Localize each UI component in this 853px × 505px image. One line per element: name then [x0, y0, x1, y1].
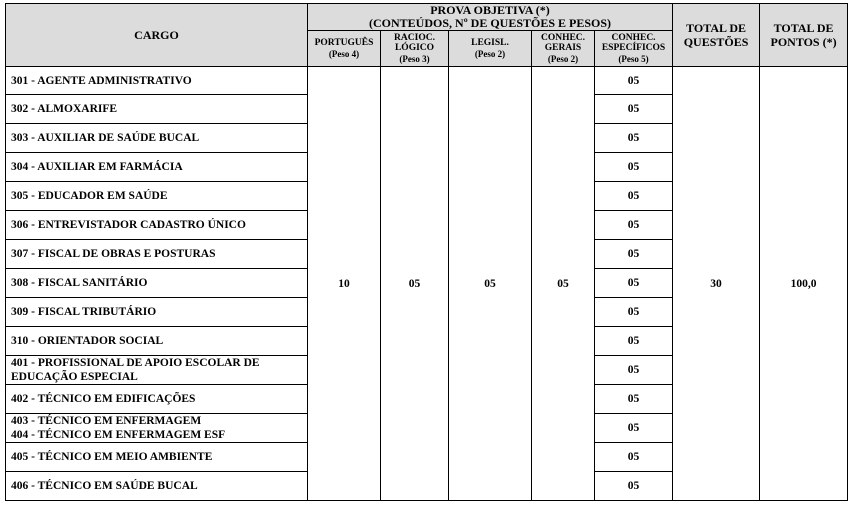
total-pontos-value: 100,0: [760, 67, 848, 501]
subject-label: CONHEC.: [611, 32, 656, 43]
cargo-cell: [6, 472, 308, 501]
cargo-cell: [6, 298, 308, 327]
cargo-name: 306 - ENTREVISTADOR CADASTRO ÚNICO: [11, 219, 246, 231]
portugues-value: 10: [308, 67, 381, 501]
cargo-name: 301 - AGENTE ADMINISTRATIVO: [11, 74, 192, 87]
header-total-questoes: [673, 4, 760, 67]
conhec-especificos-value: 05: [595, 211, 673, 240]
conhec-especificos-value: 05: [595, 443, 673, 472]
conhec-especificos-value: 05: [595, 124, 673, 153]
total-questoes-value: 30: [673, 67, 760, 501]
conhec-especificos-value: 05: [595, 269, 673, 298]
cargo-cell: [6, 385, 308, 414]
cargo-cell: [6, 269, 308, 298]
cargo-cell: [6, 211, 308, 240]
conhec-especificos-value: 05: [595, 472, 673, 501]
cargo-name: 308 - FISCAL SANITÁRIO: [11, 277, 148, 289]
subject-peso: (Peso 2): [547, 53, 579, 64]
cargo-name: 303 - AUXILIAR DE SAÚDE BUCAL: [11, 132, 200, 144]
conhec-especificos-value: 05: [595, 153, 673, 182]
subject-peso: (Peso 2): [474, 48, 506, 59]
cargo-name: 310 - ORIENTADOR SOCIAL: [11, 335, 164, 347]
header-total-pontos-line2: PONTOS (*): [770, 35, 837, 49]
cargo-name: 403 - TÉCNICO EM ENFERMAGEM: [11, 415, 202, 427]
header-prova-line2: (CONTEÚDOS, Nº DE QUESTÕES E PESOS): [369, 16, 612, 30]
subject-label: CONHEC.: [540, 32, 586, 43]
conhec-especificos-value: 05: [595, 414, 673, 443]
cargo-name: 406 - TÉCNICO EM SAÚDE BUCAL: [11, 480, 198, 492]
cargo-cell: [6, 327, 308, 356]
cargo-cell: [6, 240, 308, 269]
header-total-questoes-line2: QUESTÕES: [683, 35, 749, 49]
cargo-cell: [6, 95, 308, 124]
cargo-cell: [6, 67, 308, 95]
header-row-top: [6, 4, 848, 31]
conhec-especificos-value: 05: [595, 95, 673, 124]
conhec-gerais-value: 05: [532, 67, 595, 501]
header-prova-objetiva: [308, 4, 673, 31]
header-subject-conhec-gerais: [532, 31, 595, 67]
subject-label: PORTUGUÊS: [314, 38, 374, 48]
cargo-name: 401 - PROFISSIONAL DE APOIO ESCOLAR DE: [11, 357, 260, 369]
cargo-name-line2: 404 - TÉCNICO EM ENFERMAGEM ESF: [11, 429, 226, 441]
exam-structure-table: [5, 3, 848, 501]
subject-label: LEGISL.: [471, 38, 509, 48]
cargo-cell: [6, 356, 308, 385]
legislacao-value: 05: [449, 67, 532, 501]
header-subject-portugues: [308, 31, 381, 67]
conhec-especificos-value: 05: [595, 67, 673, 95]
conhec-especificos-value: 05: [595, 385, 673, 414]
conhec-especificos-value: 05: [595, 298, 673, 327]
conhec-especificos-value: 05: [595, 327, 673, 356]
header-subject-raciocinio: [381, 31, 449, 67]
cargo-name: 304 - AUXILIAR EM FARMÁCIA: [11, 161, 183, 173]
cargo-name: 405 - TÉCNICO EM MEIO AMBIENTE: [11, 451, 213, 463]
cargo-cell: [6, 414, 308, 443]
cargo-name: 302 - ALMOXARIFE: [11, 103, 118, 115]
subject-label: RACIOC.: [394, 32, 435, 43]
cargo-cell: [6, 124, 308, 153]
cargo-name: 307 - FISCAL DE OBRAS E POSTURAS: [11, 248, 216, 260]
cargo-name: 305 - EDUCADOR EM SAÚDE: [11, 190, 168, 202]
cargo-cell: [6, 443, 308, 472]
subject-peso: (Peso 5): [618, 53, 649, 64]
header-total-pontos: [760, 4, 848, 67]
header-subject-conhec-especificos: [595, 31, 673, 67]
header-cargo: CARGO: [6, 4, 308, 67]
cargo-name: 309 - FISCAL TRIBUTÁRIO: [11, 306, 157, 318]
subject-peso: (Peso 3): [399, 53, 430, 64]
subject-label-line2: LÓGICO: [394, 43, 435, 54]
cargo-name: 402 - TÉCNICO EM EDIFICAÇÕES: [11, 393, 196, 405]
conhec-especificos-value: 05: [595, 182, 673, 211]
conhec-especificos-value: 05: [595, 356, 673, 385]
header-prova-line1: PROVA OBJETIVA (*): [430, 3, 550, 17]
subject-label-line2: GERAIS: [544, 43, 582, 54]
header-subject-legislacao: [449, 31, 532, 67]
subject-label-line2: ESPECÍFICOS: [601, 43, 666, 54]
subject-peso: (Peso 4): [328, 48, 360, 59]
header-total-questoes-line1: TOTAL DE: [686, 21, 746, 35]
cargo-cell: [6, 182, 308, 211]
header-total-pontos-line1: TOTAL DE: [773, 21, 834, 35]
cargo-cell: [6, 153, 308, 182]
conhec-especificos-value: 05: [595, 240, 673, 269]
raciocinio-value: 05: [381, 67, 449, 501]
table-row: [6, 67, 848, 95]
cargo-name-line2: EDUCAÇÃO ESPECIAL: [11, 371, 138, 383]
